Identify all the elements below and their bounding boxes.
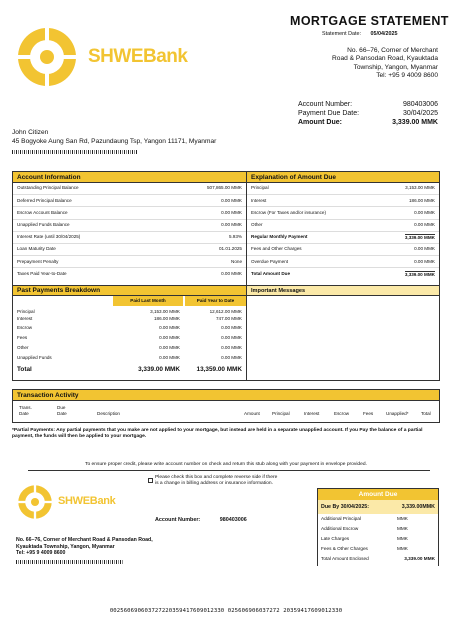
row-value: 0.00 MMK	[221, 354, 242, 360]
past-payments-panel	[12, 286, 247, 381]
transaction-panel	[12, 389, 440, 423]
due-by-label: Due By 30/04/2025:	[321, 504, 369, 510]
total-row	[17, 365, 242, 375]
row-label: Other	[17, 344, 29, 350]
item-value: MMK	[397, 536, 408, 541]
stub-item-row	[318, 534, 438, 544]
bank-address-line: Township, Yangon, Myanmar	[353, 63, 438, 71]
col-interest: Interest	[304, 411, 320, 416]
row-label: Taxes Paid Year-to-Date	[17, 271, 67, 277]
col-total: Total	[421, 411, 431, 416]
table-row	[17, 355, 242, 365]
total-value: 3,339.00 MMK	[138, 365, 180, 373]
row-label: Interest	[17, 315, 33, 321]
row-label: Interest	[251, 197, 267, 203]
messages-title: Important Messages	[247, 286, 439, 296]
stub-logo	[16, 483, 54, 521]
address-line: Kyauktada Township, Yangon, Myanmar	[16, 543, 115, 550]
stub-item-row	[318, 514, 438, 524]
stub-item-row	[318, 544, 438, 554]
row-value: 0.00 MMK	[159, 324, 180, 330]
customer-block	[12, 129, 216, 154]
row-value: 12,612.00 MMK	[209, 309, 242, 314]
micr-line: 002560690603727220359417609012330 025606906037272 20359417609012330	[109, 608, 343, 614]
item-label: Total Amount Enclosed	[321, 556, 369, 561]
col-paid-last-month: Paid Last Month	[113, 296, 183, 306]
address-line: No. 66–76, Corner of Merchant Road & Pansodan Road,	[16, 537, 153, 543]
customer-name: John Citizen	[12, 129, 49, 136]
row-label: Escrow Account Balance	[17, 209, 68, 215]
bank-address-line: Tel: +95 9 4009 8600	[376, 72, 438, 80]
row-value: 0.00 MMK	[159, 344, 180, 350]
stub-account-label: Account Number:	[155, 517, 201, 523]
col-amount: Amount	[244, 411, 260, 416]
row-value: 01.01.2025	[219, 246, 242, 252]
note-line: is a change in billing address or insurance information.	[155, 481, 273, 486]
item-value: MMK	[397, 526, 408, 531]
item-label: Additional Principal	[321, 516, 361, 521]
table-row	[17, 335, 242, 345]
total-label: Total	[17, 365, 32, 373]
stub-instruction: To ensure proper credit, please write account number on check and return this stub along with your payment in envelope provided.	[85, 462, 367, 467]
row-label: Total Amount Due	[251, 271, 291, 277]
item-label: Fees & Other Charges	[321, 546, 368, 551]
due-by-row	[318, 500, 438, 514]
transaction-title: Transaction Activity	[13, 390, 439, 401]
col-trans-date: Trans. Date	[19, 405, 32, 416]
row-value: 3,153.00 MMK	[405, 185, 435, 191]
bank-address-line: No. 66–76, Corner of Merchant	[347, 47, 438, 54]
row-value: 186.00 MMK	[153, 315, 180, 321]
table-row	[13, 207, 246, 219]
row-value: 0.00 MMK	[221, 209, 242, 215]
row-label: Principal	[251, 185, 269, 191]
table-row	[13, 256, 246, 268]
table-row	[247, 183, 439, 195]
payment-due-date: 30/04/2025	[402, 110, 438, 117]
row-label: Outstanding Principal Balance	[17, 185, 79, 191]
statement-date: 05/04/2025	[370, 31, 398, 37]
item-value: MMK	[397, 516, 408, 521]
row-label: Fees and Other Charges	[251, 246, 302, 252]
explanation-rows	[247, 183, 439, 281]
address-change-note	[155, 475, 277, 487]
stub-bank-address	[16, 537, 153, 564]
table-row	[247, 195, 439, 207]
statement-title: MORTGAGE STATEMENT	[290, 14, 449, 28]
table-row	[247, 268, 439, 280]
row-label: Interest Rate (until 30/04/2025)	[17, 234, 81, 240]
stub-account-number: 980403006	[219, 517, 247, 523]
row-label: Escrow (For Taxes and/or insurance)	[251, 209, 326, 215]
address-line: Tel: +95 9 4009 8600	[16, 550, 66, 557]
amount-due-box-title: Amount Due	[318, 489, 438, 500]
row-value: 3,339.00 MMK	[404, 271, 435, 277]
col-paid-ytd: Paid Year to Date	[185, 296, 246, 306]
row-label: Escrow	[17, 324, 33, 330]
row-value: 0.00 MMK	[221, 197, 242, 203]
account-info-panel	[12, 171, 247, 286]
row-value: 0.00 MMK	[414, 258, 435, 264]
row-label: Other	[251, 222, 263, 228]
logo-mark-icon	[14, 24, 80, 90]
table-row	[13, 195, 246, 207]
account-summary	[298, 100, 438, 127]
total-value: 13,359.00 MMK	[196, 365, 242, 373]
table-row	[13, 183, 246, 195]
row-value: 0.00 MMK	[221, 222, 242, 228]
table-row	[247, 232, 439, 244]
statement-date-label: Statement Date:	[322, 31, 361, 37]
row-label: Prepayment Penalty	[17, 258, 59, 264]
row-label: Regular Monthly Payment	[251, 234, 308, 240]
row-label: Unapplied Funds	[17, 354, 52, 360]
table-row	[17, 345, 242, 355]
shwebank-logo	[14, 24, 80, 90]
row-value: 507,865.00 MMK	[207, 185, 242, 191]
row-value: 3,339.00 MMK	[404, 234, 435, 240]
address-change-checkbox[interactable]	[148, 478, 153, 483]
table-row	[247, 244, 439, 256]
item-value: 3,339.00 MMK	[404, 556, 435, 561]
row-value: 747.00 MMK	[215, 315, 242, 321]
amount-due-label: Amount Due:	[298, 119, 342, 126]
row-value: 0.00 MMK	[221, 271, 242, 277]
transaction-columns	[13, 401, 439, 421]
col-description: Description	[97, 411, 120, 416]
amount-due: 3,339.00 MMK	[392, 119, 438, 126]
row-label: Loan Maturity Date	[17, 246, 56, 252]
row-label: Unapplied Funds Balance	[17, 222, 70, 228]
row-value: 0.00 MMK	[221, 324, 242, 330]
due-by-value: 3,339.00MMK	[401, 504, 435, 510]
col-unapplied: Unapplied*	[386, 411, 409, 416]
row-label: Overdue Payment	[251, 258, 289, 264]
col-fees: Fees	[363, 411, 374, 416]
past-payments-columns	[13, 296, 246, 306]
row-value: 0.00 MMK	[414, 222, 435, 228]
stub-account-row	[155, 517, 247, 523]
account-info-title: Account Information	[13, 172, 246, 183]
explanation-title: Explanation of Amount Due	[247, 172, 439, 183]
table-row	[17, 316, 242, 325]
row-value: 0.00 MMK	[414, 246, 435, 252]
table-row	[13, 232, 246, 244]
logo-mark-icon	[16, 483, 54, 521]
table-row	[247, 207, 439, 219]
row-value: 0.00 MMK	[221, 344, 242, 350]
bank-address-line: Road & Pansodan Road, Kyauktada	[332, 55, 438, 63]
table-row	[247, 256, 439, 268]
account-number: 980403006	[402, 101, 438, 108]
item-value: MMK	[397, 546, 408, 551]
account-info-rows	[13, 183, 246, 281]
row-label: Fees	[17, 334, 28, 340]
account-number-label: Account Number:	[298, 101, 353, 108]
explanation-panel	[247, 171, 440, 286]
table-row	[13, 268, 246, 280]
table-row	[17, 325, 242, 335]
bank-address	[238, 47, 438, 81]
messages-panel	[247, 286, 440, 381]
col-escrow: Escrow	[334, 411, 350, 416]
row-value: None	[231, 258, 242, 264]
stub-item-row	[318, 524, 438, 534]
row-value: 3,153.00 MMK	[150, 309, 180, 314]
postal-barcode	[12, 150, 137, 154]
row-value: 5.93%	[228, 234, 242, 240]
payment-due-label: Payment Due Date:	[298, 110, 360, 117]
stub-postal-barcode	[16, 560, 124, 564]
table-row	[13, 244, 246, 256]
row-value: 0.00 MMK	[414, 209, 435, 215]
row-value: 0.00 MMK	[159, 354, 180, 360]
note-line: Please check this box and complete reverse side if there	[155, 475, 278, 480]
stub-item-row	[318, 554, 438, 564]
amount-due-box	[317, 488, 439, 566]
row-value: 186.00 MMK	[408, 197, 435, 203]
item-label: Additional Escrow	[321, 526, 359, 531]
past-payments-rows	[13, 306, 246, 375]
tear-line	[28, 470, 430, 471]
row-label: Principal	[17, 309, 35, 314]
partial-payment-footnote: *Partial Payments: Any partial payments that you make are not applied to your mortgage, but instead are held in a separate unapplied account. If you Pay the balance of a partial payment, the funds will then be applied to your mortgage.	[12, 428, 423, 440]
item-label: Late Charges	[321, 536, 350, 541]
row-value: 0.00 MMK	[159, 334, 180, 340]
brand-name: SHWEBank	[88, 46, 188, 67]
col-principal: Principal	[272, 411, 290, 416]
table-row	[247, 220, 439, 232]
col-due-date: Due Date	[57, 405, 67, 416]
statement-date-row	[322, 31, 397, 37]
row-label: Deferred Principal Balance	[17, 197, 72, 203]
customer-address: 45 Bogyoke Aung San Rd, Pazundaung Tsp, Yangon 11171, Myanmar	[12, 137, 217, 145]
row-value: 0.00 MMK	[221, 334, 242, 340]
table-row	[13, 220, 246, 232]
stub-brand-name: SHWEBank	[58, 495, 116, 507]
past-payments-title: Past Payments Breakdown	[13, 286, 246, 296]
